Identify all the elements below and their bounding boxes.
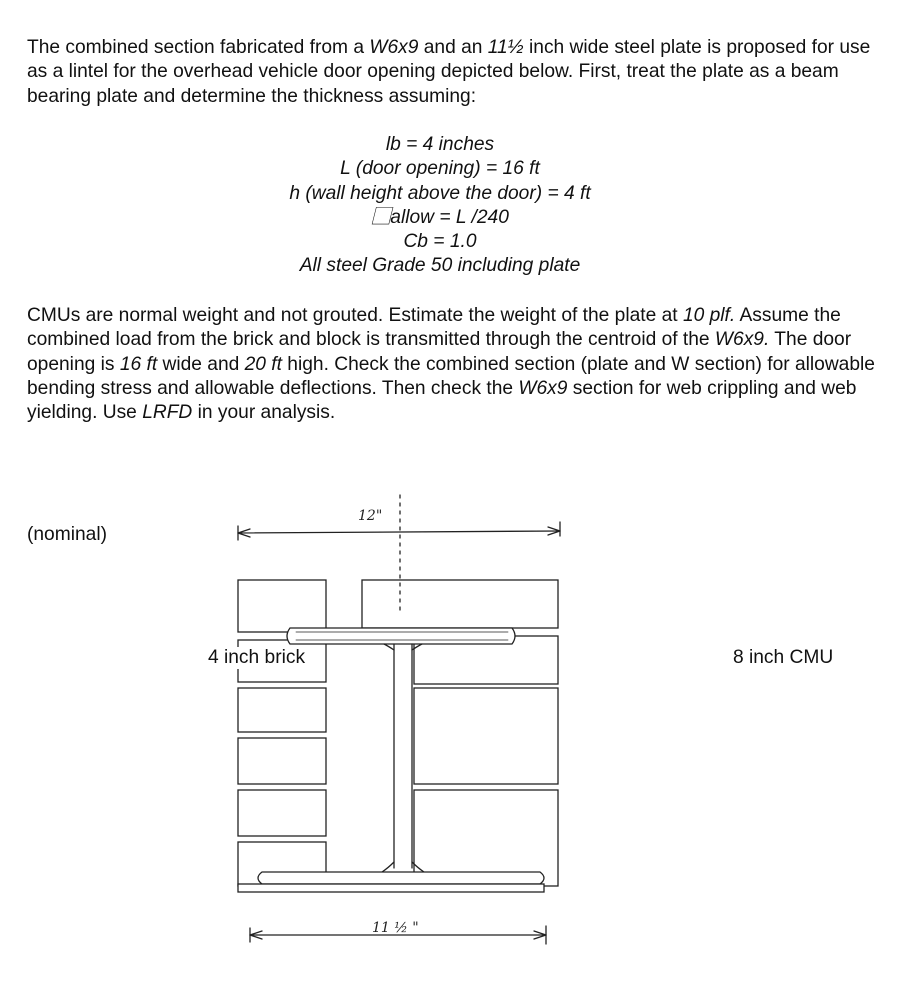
given-cb: Cb = 1.0 — [403, 231, 477, 253]
cmu-wythe — [362, 580, 558, 886]
instructions-paragraph — [27, 304, 887, 425]
steel-plate — [238, 884, 544, 892]
given-values — [0, 133, 880, 279]
intro-paragraph — [27, 36, 887, 109]
top-dimension-line — [238, 522, 560, 540]
intro-text-3: inch wide steel plate is proposed for use as a lintel for the overhead vehicle door opening depicted below. First, treat the plate as a beam bearing plate and determine the thickness assuming: — [27, 37, 871, 107]
section-w6x9: W6x9 — [369, 37, 419, 58]
instr-text-4: wide and — [157, 353, 245, 375]
dim-top-label: 12" — [358, 508, 383, 524]
brick-wythe — [238, 580, 326, 886]
method-lrfd: LRFD — [142, 402, 193, 424]
dim-bottom-label: 11 ½ " — [372, 920, 419, 936]
instr-text-2: Assume the combined load from the brick and block is transmitted through the centroid of the — [27, 305, 841, 351]
nominal-label: (nominal) — [27, 524, 107, 545]
instr-text-3: The door opening is — [27, 329, 852, 375]
intro-text-1: The combined section fabricated from a — [27, 37, 370, 58]
given-wall-height: h (wall height above the door) = 4 ft — [289, 182, 591, 204]
given-door-opening: L (door opening) = 16 ft — [340, 158, 540, 180]
door-height: 20 ft — [244, 353, 282, 375]
given-deflection-allow: ⃞allow = L /240 — [371, 206, 509, 228]
given-grade: All steel Grade 50 including plate — [299, 255, 581, 277]
instr-text-5: high. Check the combined section (plate and W section) for allowable bending stress and allowable deflections. Then check the — [27, 353, 875, 399]
section-ref-1: W6x9. — [714, 329, 770, 351]
given-lb: lb = 4 inches — [385, 134, 495, 155]
section-ref-2: W6x9 — [518, 377, 568, 399]
instr-text-7: in your analysis. — [192, 402, 336, 424]
plate-weight: 10 plf. — [682, 305, 736, 326]
lintel-cross-section-sketch — [0, 480, 920, 960]
door-width: 16 ft — [119, 353, 158, 375]
intro-text-2: and an — [418, 37, 488, 58]
plate-width: 11½ — [487, 37, 524, 58]
brick-label: 4 inch brick — [208, 647, 306, 668]
cmu-label: 8 inch CMU — [733, 647, 834, 668]
instr-text-1: CMUs are normal weight and not grouted. Estimate the weight of the plate at — [27, 305, 683, 326]
instr-text-6: section for web crippling and web yielding. Use — [27, 377, 857, 424]
